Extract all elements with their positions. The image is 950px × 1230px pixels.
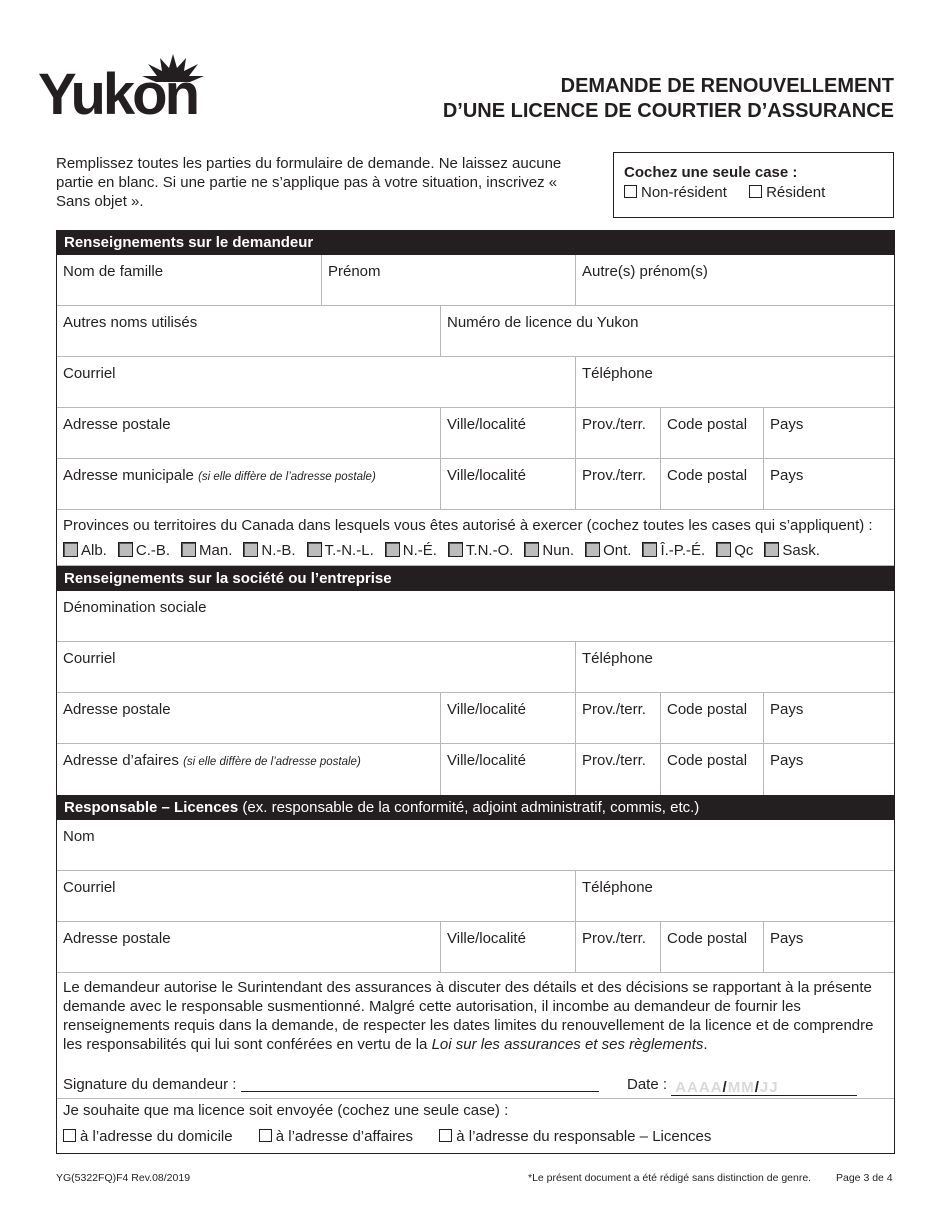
licensing-phone-field[interactable]: Téléphone (575, 871, 894, 921)
provinces-label: Provinces ou territoires du Canada dans lesquels vous êtes autorisé à exercer (cochez toutes les cases qui s’appliquent) : (63, 517, 873, 534)
date-part (627, 1075, 857, 1096)
checkbox-icon[interactable] (307, 542, 322, 557)
title-line-2: D’UNE LICENCE DE COURTIER D’ASSURANCE (442, 100, 894, 122)
page-title (443, 74, 894, 124)
authorization-text: Le demandeur autorise le Surintendant des assurances à discuter des détails et des décisions se rapportant à la présente demande avec le responsable susmentionné. Malgré cette autorisation, il incombe au demandeur de fournir les renseignements requis dans la demande, de respecter les dates limites du renouvellement de la licence et de comprendre les responsabilités qui lui sont conférées en vertu de la Loi sur les assurances et ses règlements. (63, 979, 874, 1053)
other-names-field[interactable]: Autres noms utilisés (63, 314, 198, 331)
resident-option[interactable] (749, 184, 825, 201)
delivery-block (57, 1099, 894, 1153)
company-email-field[interactable]: Courriel (63, 650, 116, 667)
licensing-contact-row (57, 871, 894, 922)
applicant-section-heading: Renseignements sur le demandeur (57, 230, 894, 255)
gender-note: *Le présent document a été rédigé sans distinction de genre. (528, 1172, 812, 1184)
delivery-options (63, 1128, 888, 1145)
province-nb[interactable]: N.-B. (243, 542, 295, 559)
residency-title: Cochez une seule case : (624, 164, 798, 181)
applicant-prov-field[interactable]: Prov./terr. (575, 408, 660, 458)
delivery-label: Je souhaite que ma licence soit envoyée (cochez une seule case) : (63, 1102, 509, 1119)
form-code: YG(5322FQ)F4 Rev.08/2019 (56, 1172, 191, 1184)
licensing-name-field[interactable]: Nom (63, 828, 95, 845)
date-label: Date : (627, 1076, 668, 1093)
checkbox-icon[interactable] (63, 1129, 76, 1142)
checkbox-icon[interactable] (448, 542, 463, 557)
company-postal-row (57, 693, 894, 744)
applicant-municipal-city-field[interactable]: Ville/localité (440, 459, 575, 509)
non-resident-option[interactable] (624, 184, 727, 201)
company-postal-code-field[interactable]: Code postal (660, 693, 763, 743)
license-number-field[interactable]: Numéro de licence du Yukon (440, 306, 894, 356)
company-phone-field[interactable]: Téléphone (575, 642, 894, 692)
page-number: Page 3 de 4 (836, 1172, 893, 1184)
applicant-municipal-postal-code-field[interactable]: Code postal (660, 459, 763, 509)
applicant-postal-row (57, 408, 894, 459)
checkbox-icon[interactable] (585, 542, 600, 557)
resident-checkbox[interactable] (749, 185, 762, 198)
company-postal-address-field[interactable]: Adresse postale (63, 701, 171, 718)
province-ipe[interactable]: Î.-P.-É. (642, 542, 705, 559)
licensing-prov-field[interactable]: Prov./terr. (575, 922, 660, 972)
company-business-prov-field[interactable]: Prov./terr. (575, 744, 660, 795)
licensing-name-row (57, 820, 894, 871)
licensing-section-heading: Responsable – Licences (ex. responsable de la conformité, adjoint administratif, commis, etc.) (57, 795, 894, 820)
checkbox-icon[interactable] (259, 1129, 272, 1142)
non-resident-checkbox[interactable] (624, 185, 637, 198)
yukon-logo (38, 52, 213, 127)
resident-label: Résident (766, 184, 826, 201)
date-field[interactable]: AAAA/MM/JJ (671, 1078, 857, 1096)
logo-text: Yukon (38, 62, 198, 127)
application-form (56, 230, 895, 1154)
checkbox-icon[interactable] (642, 542, 657, 557)
company-business-address-field[interactable]: Adresse d’afaires (si elle diffère de l’adresse postale) (63, 752, 361, 769)
company-city-field[interactable]: Ville/localité (440, 693, 575, 743)
company-business-country-field[interactable]: Pays (763, 744, 894, 795)
intro-text: Remplissez toutes les parties du formulaire de demande. Ne laissez aucune partie en blanc. Si une partie ne s’applique pas à votre situation, inscrivez « Sans objet ». (56, 155, 562, 210)
checkbox-icon[interactable] (63, 542, 78, 557)
checkbox-icon[interactable] (118, 542, 133, 557)
company-name-row (57, 591, 894, 642)
applicant-country-field[interactable]: Pays (763, 408, 894, 458)
company-prov-field[interactable]: Prov./terr. (575, 693, 660, 743)
company-contact-row (57, 642, 894, 693)
last-name-field[interactable]: Nom de famille (63, 263, 164, 280)
applicant-municipal-address-field[interactable]: Adresse municipale (si elle diffère de l’adresse postale) (63, 467, 376, 484)
checkbox-icon[interactable] (764, 542, 779, 557)
applicant-city-field[interactable]: Ville/localité (440, 408, 575, 458)
province-sask[interactable]: Sask. (764, 542, 820, 559)
company-section-heading: Renseignements sur la société ou l’entreprise (57, 566, 894, 591)
licensing-city-field[interactable]: Ville/localité (440, 922, 575, 972)
signature-label: Signature du demandeur : (63, 1076, 237, 1093)
licensing-email-field[interactable]: Courriel (63, 879, 116, 896)
company-business-city-field[interactable]: Ville/localité (440, 744, 575, 795)
delivery-business-option[interactable]: à l’adresse d’affaires (259, 1128, 413, 1145)
licensing-postal-row (57, 922, 894, 973)
applicant-municipal-country-field[interactable]: Pays (763, 459, 894, 509)
applicant-municipal-prov-field[interactable]: Prov./terr. (575, 459, 660, 509)
non-resident-label: Non-résident (641, 184, 727, 201)
signature-line (63, 1075, 889, 1094)
province-cb[interactable]: C.-B. (118, 542, 170, 559)
company-business-postal-code-field[interactable]: Code postal (660, 744, 763, 795)
checkbox-icon[interactable] (181, 542, 196, 557)
applicant-email-field[interactable]: Courriel (63, 365, 116, 382)
applicant-postal-address-field[interactable]: Adresse postale (63, 416, 171, 433)
provinces-row (57, 510, 894, 566)
applicant-postal-code-field[interactable]: Code postal (660, 408, 763, 458)
delivery-home-option[interactable]: à l’adresse du domicile (63, 1128, 233, 1145)
province-tnl[interactable]: T.-N.-L. (307, 542, 374, 559)
licensing-postal-address-field[interactable]: Adresse postale (63, 930, 171, 947)
licensing-postal-code-field[interactable]: Code postal (660, 922, 763, 972)
delivery-contact-option[interactable]: à l’adresse du responsable – Licences (439, 1128, 711, 1145)
province-qc[interactable]: Qc (716, 542, 753, 559)
authorization-block (57, 973, 894, 1099)
province-ont[interactable]: Ont. (585, 542, 631, 559)
company-country-field[interactable]: Pays (763, 693, 894, 743)
province-tno[interactable]: T.N.-O. (448, 542, 514, 559)
licensing-country-field[interactable]: Pays (763, 922, 894, 972)
applicant-name-row (57, 255, 894, 306)
applicant-other-row (57, 306, 894, 357)
title-line-1: DEMANDE DE RENOUVELLEMENT (560, 75, 894, 97)
first-name-field[interactable]: Prénom (321, 255, 575, 305)
applicant-contact-row (57, 357, 894, 408)
provinces-list (63, 542, 888, 559)
province-alb[interactable]: Alb. (63, 542, 107, 559)
checkbox-icon[interactable] (439, 1129, 452, 1142)
checkbox-icon[interactable] (524, 542, 539, 557)
province-nun[interactable]: Nun. (524, 542, 574, 559)
applicant-phone-field[interactable]: Téléphone (575, 357, 894, 407)
other-first-names-field[interactable]: Autre(s) prénom(s) (575, 255, 894, 305)
residency-box (613, 152, 894, 218)
province-ne[interactable]: N.-É. (385, 542, 437, 559)
province-man[interactable]: Man. (181, 542, 232, 559)
signature-field[interactable] (241, 1078, 599, 1092)
checkbox-icon[interactable] (243, 542, 258, 557)
company-business-row (57, 744, 894, 795)
checkbox-icon[interactable] (716, 542, 731, 557)
company-name-field[interactable]: Dénomination sociale (63, 599, 207, 616)
applicant-municipal-row (57, 459, 894, 510)
checkbox-icon[interactable] (385, 542, 400, 557)
